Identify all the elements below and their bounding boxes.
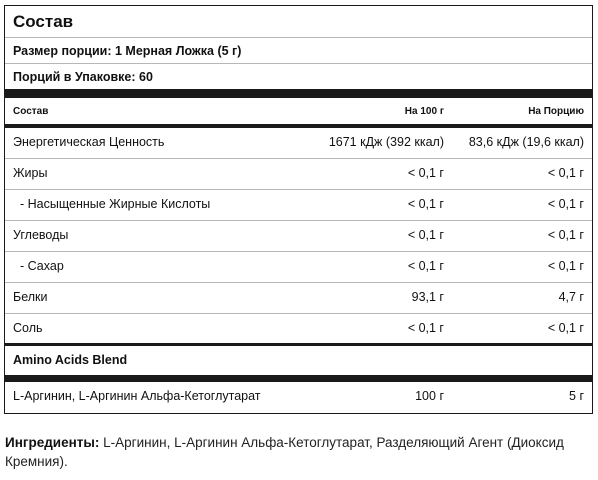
row-name: Углеводы <box>13 228 69 242</box>
row-per-100g: < 0,1 г <box>407 197 444 211</box>
section-divider <box>5 343 592 346</box>
ingredients-label: Ингредиенты: <box>5 435 100 450</box>
table-row <box>5 313 592 344</box>
row-per-100g: 1671 кДж (392 ккал) <box>328 135 444 149</box>
row-name: Соль <box>13 321 43 335</box>
table-row <box>5 251 592 282</box>
row-name: - Насыщенные Жирные Кислоты <box>20 197 211 211</box>
row-name: L-Аргинин, L-Аргинин Альфа-Кетоглутарат <box>13 389 261 403</box>
row-per-100g: < 0,1 г <box>407 321 444 335</box>
divider <box>5 63 592 64</box>
table-row <box>5 127 592 158</box>
row-name: - Сахар <box>20 259 64 273</box>
row-per-100g: 93,1 г <box>411 290 444 304</box>
ingredients-list: L-Аргинин, L-Аргинин Альфа-Кетоглутарат, Разделяющий Агент (Диоксид Кремния). <box>5 435 564 469</box>
row-per-serving: < 0,1 г <box>547 259 584 273</box>
blend-title: Amino Acids Blend <box>13 353 128 367</box>
header-name: Состав <box>13 106 49 117</box>
row-per-serving: < 0,1 г <box>547 228 584 242</box>
table-row <box>5 381 592 412</box>
table-row <box>5 158 592 189</box>
row-per-100g: < 0,1 г <box>407 259 444 273</box>
row-name: Жиры <box>13 166 48 180</box>
divider <box>5 37 592 38</box>
row-per-serving: 83,6 кДж (19,6 ккал) <box>468 135 584 149</box>
ingredients-text <box>5 433 565 471</box>
serving-size: Размер порции: 1 Мерная Ложка (5 г) <box>13 44 242 58</box>
row-per-serving: < 0,1 г <box>547 166 584 180</box>
table-row <box>5 189 592 220</box>
row-per-serving: 4,7 г <box>558 290 584 304</box>
servings-per-container: Порций в Упаковке: 60 <box>13 70 153 84</box>
row-name: Белки <box>13 290 48 304</box>
row-per-serving: < 0,1 г <box>547 321 584 335</box>
header-per-serving: На Порцию <box>528 106 584 117</box>
row-name: Энергетическая Ценность <box>13 135 165 149</box>
row-per-100g: < 0,1 г <box>407 166 444 180</box>
table-row <box>5 220 592 251</box>
row-per-serving: 5 г <box>569 389 584 403</box>
row-per-100g: 100 г <box>415 389 444 403</box>
table-row <box>5 282 592 313</box>
nutrition-facts-panel <box>4 5 593 414</box>
header-per-100g: На 100 г <box>404 106 444 117</box>
panel-title: Состав <box>13 12 74 31</box>
row-per-serving: < 0,1 г <box>547 197 584 211</box>
thick-divider <box>5 89 592 98</box>
row-per-100g: < 0,1 г <box>407 228 444 242</box>
